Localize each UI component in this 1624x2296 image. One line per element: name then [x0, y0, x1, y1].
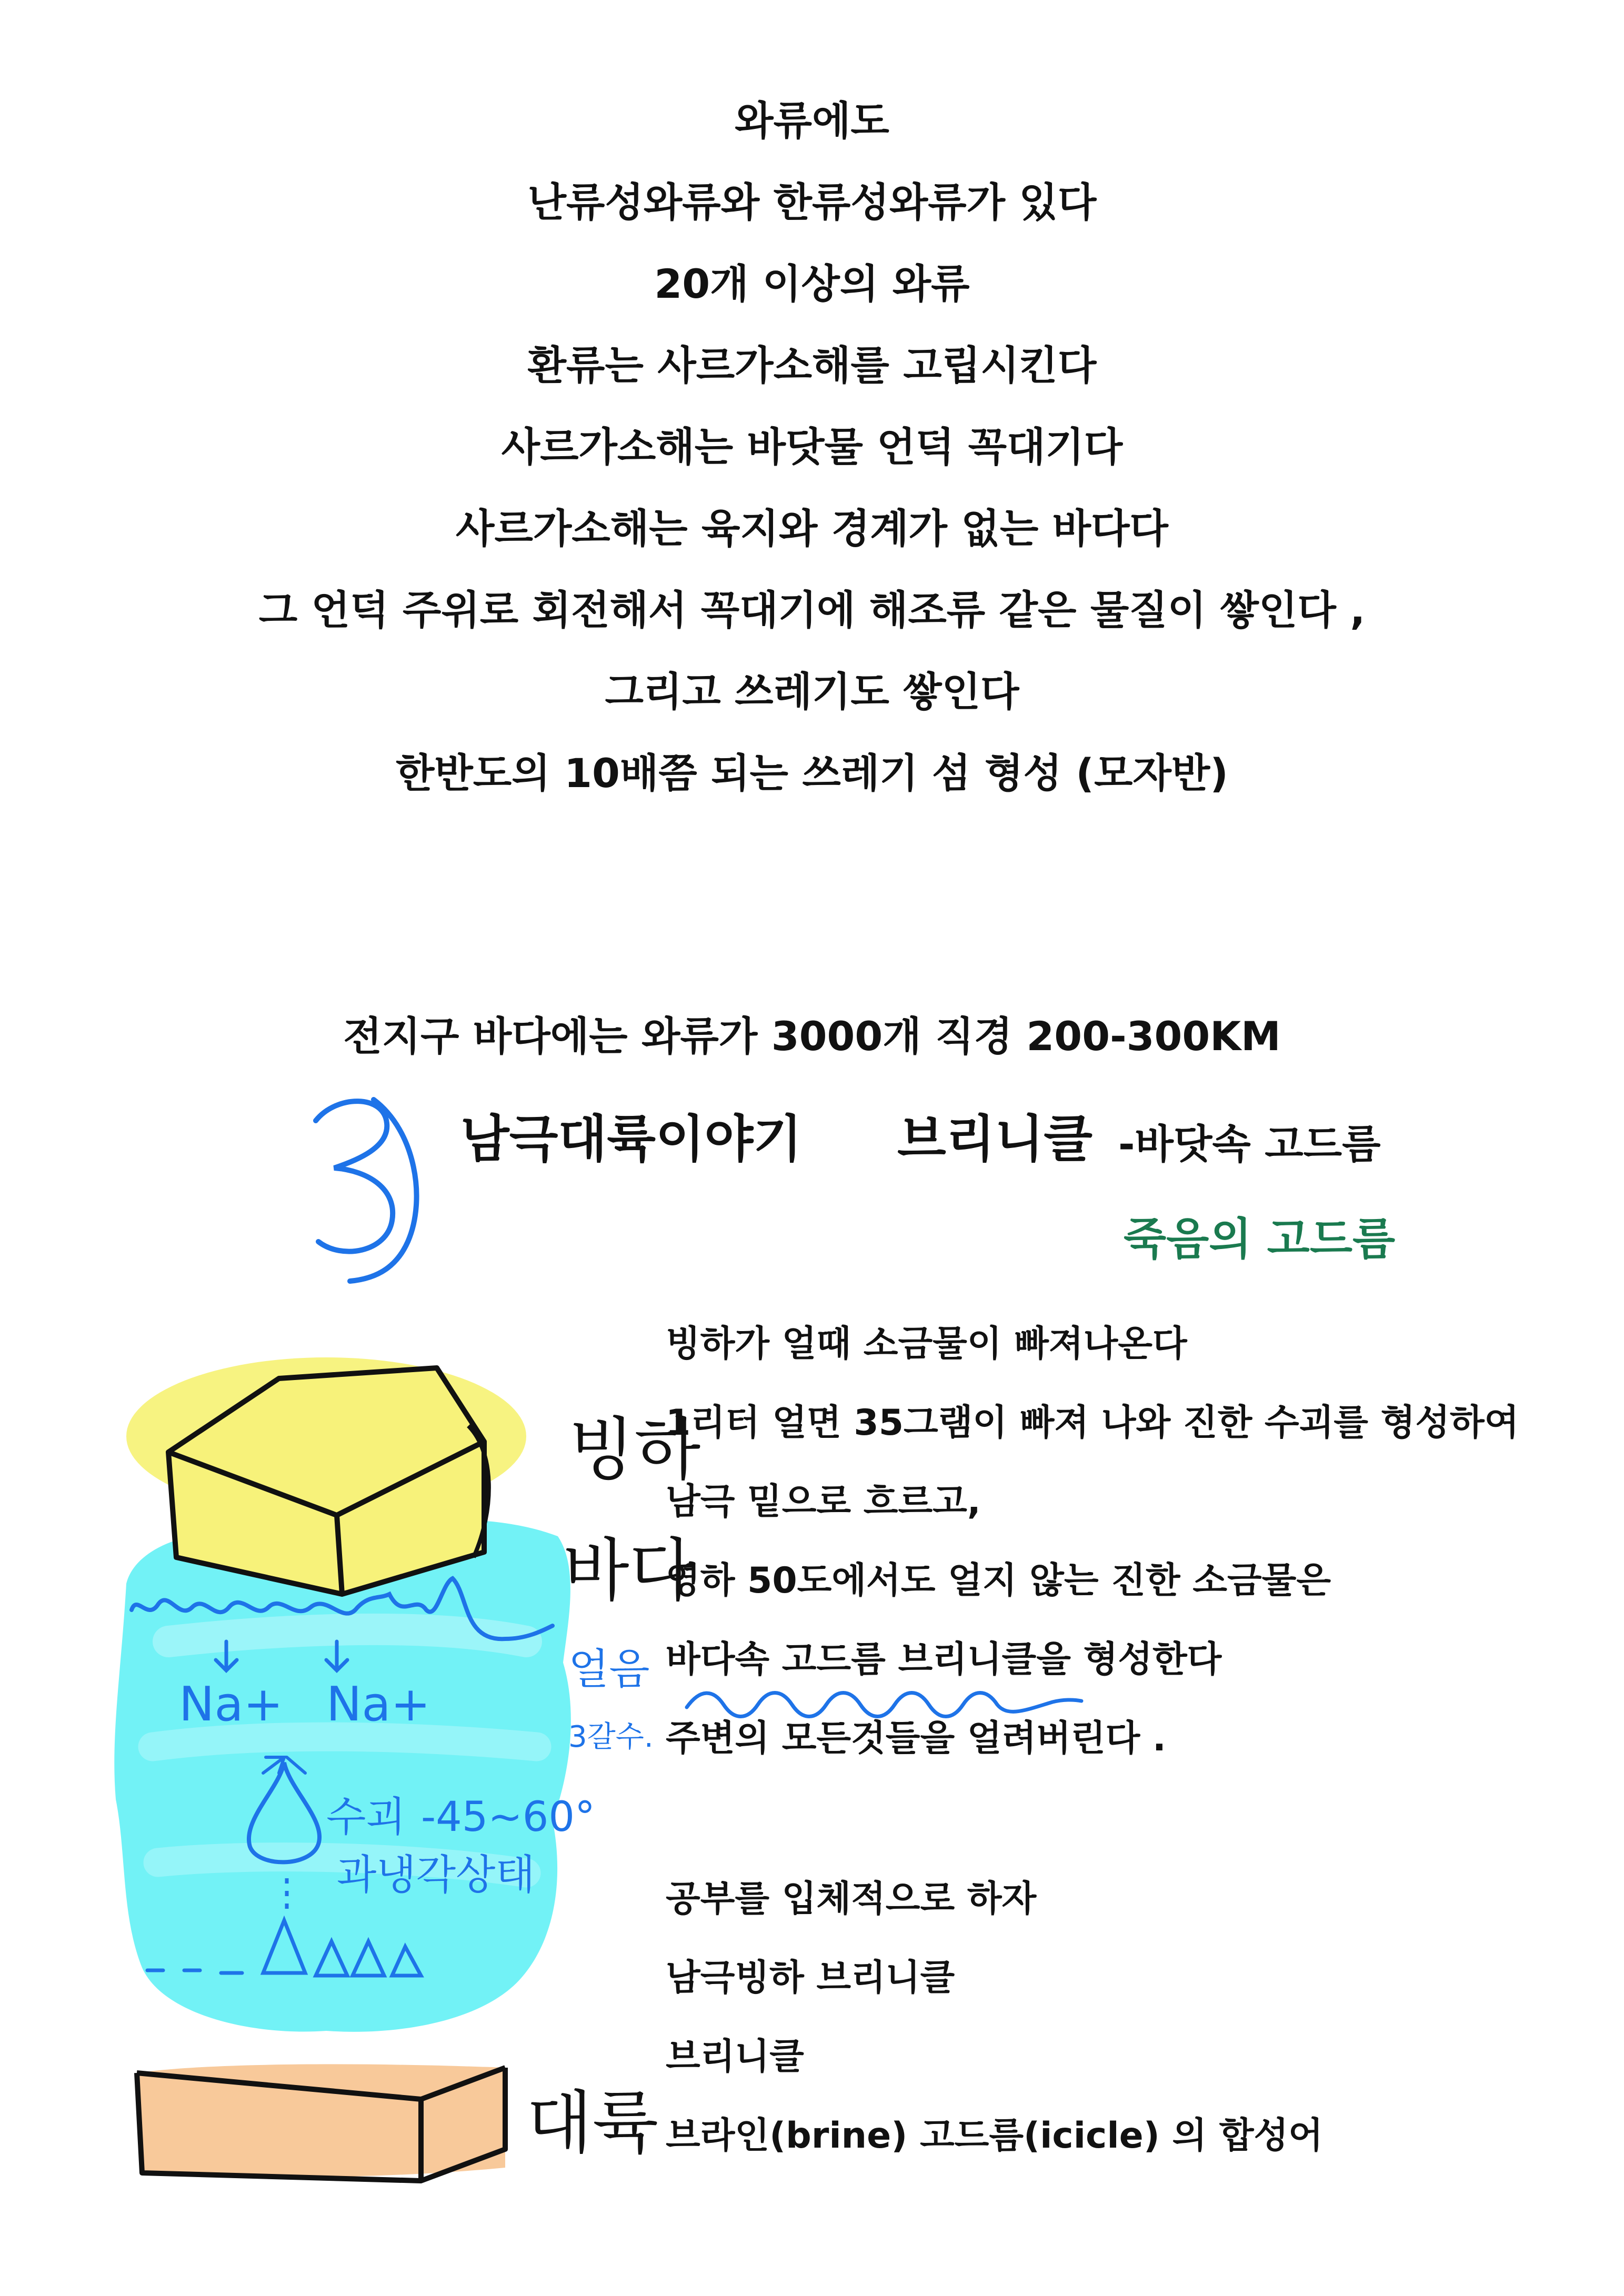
- continent-block: [137, 2064, 505, 2181]
- brinicle-sketch: [105, 1347, 701, 2199]
- global-vortex-line: 전지구 바다에는 와류가 3000개 직경 200-300KM: [343, 1013, 1281, 1060]
- body-line: 1리터 얼면 35그램이 빠져 나와 진한 수괴를 형성하여: [666, 1402, 1519, 1444]
- intro-line: 20개 이상의 와류: [654, 260, 970, 307]
- intro-line: 그리고 쓰레기도 쌓인다: [605, 668, 1019, 715]
- study-line: 브라인(brine) 고드름(icicle) 의 합성어: [666, 2115, 1323, 2157]
- section-term: 브리니클: [897, 1110, 1092, 1169]
- body-line: 남극 밑으로 흐르고,: [666, 1481, 981, 1523]
- glacier-label: 빙하: [568, 1409, 701, 1489]
- intro-line: 사르가소해는 육지와 경계가 없는 바다다: [456, 505, 1168, 552]
- sodium-ion-label: Na+: [326, 1677, 430, 1732]
- sea-label: 바다: [563, 1530, 696, 1610]
- glacier-block: [126, 1357, 526, 1594]
- ice-label: 얼음: [568, 1645, 650, 1694]
- body-line: 주변의 모든것들을 얼려버린다 .: [666, 1718, 1166, 1759]
- study-line: 공부를 입체적으로 하자: [666, 1878, 1037, 1920]
- intro-line: 사르가소해는 바닷물 언덕 꼭대기다: [501, 424, 1123, 470]
- intro-line: 한반도의 10배쯤 되는 쓰레기 섬 형성 (모자반): [395, 750, 1229, 797]
- intro-line: 난류성와류와 한류성와류가 있다: [527, 179, 1097, 226]
- wavy-underline: [684, 1686, 1084, 1723]
- section-subtitle: 죽음의 고드름: [1124, 1213, 1396, 1265]
- body-line: 바다속 고드름 브리니클을 형성한다: [666, 1639, 1222, 1680]
- continent-label: 대륙: [526, 2083, 659, 2163]
- intro-line: 환류는 사르가소해를 고립시킨다: [527, 342, 1097, 389]
- supercooled-label: 과냉각상태: [337, 1851, 535, 1899]
- section-number-handwritten: [295, 1084, 432, 1284]
- body-line: 빙하가 얼때 소금물이 빠져나온다: [666, 1323, 1187, 1365]
- study-line: 브리니클: [666, 2036, 804, 2078]
- sodium-ion-label: Na+: [179, 1677, 283, 1732]
- concentrated-water-label: 3갈수.: [568, 1720, 654, 1754]
- intro-line: 그 언덕 주위로 회전해서 꼭대기에 해조류 같은 물질이 쌓인다 ,: [258, 587, 1366, 633]
- temperature-label: -45~60°: [421, 1794, 596, 1841]
- water-mass-label: 수괴: [326, 1794, 406, 1841]
- section-term-suffix: -바닷속 고드름: [1118, 1121, 1381, 1167]
- study-line: 남극빙하 브리니클: [666, 1957, 955, 1999]
- body-line: 영하 50도에서도 얼지 않는 진한 소금물은: [666, 1560, 1331, 1602]
- intro-line: 와류에도: [735, 97, 889, 144]
- section-title: 남극대륙이야기: [460, 1110, 803, 1169]
